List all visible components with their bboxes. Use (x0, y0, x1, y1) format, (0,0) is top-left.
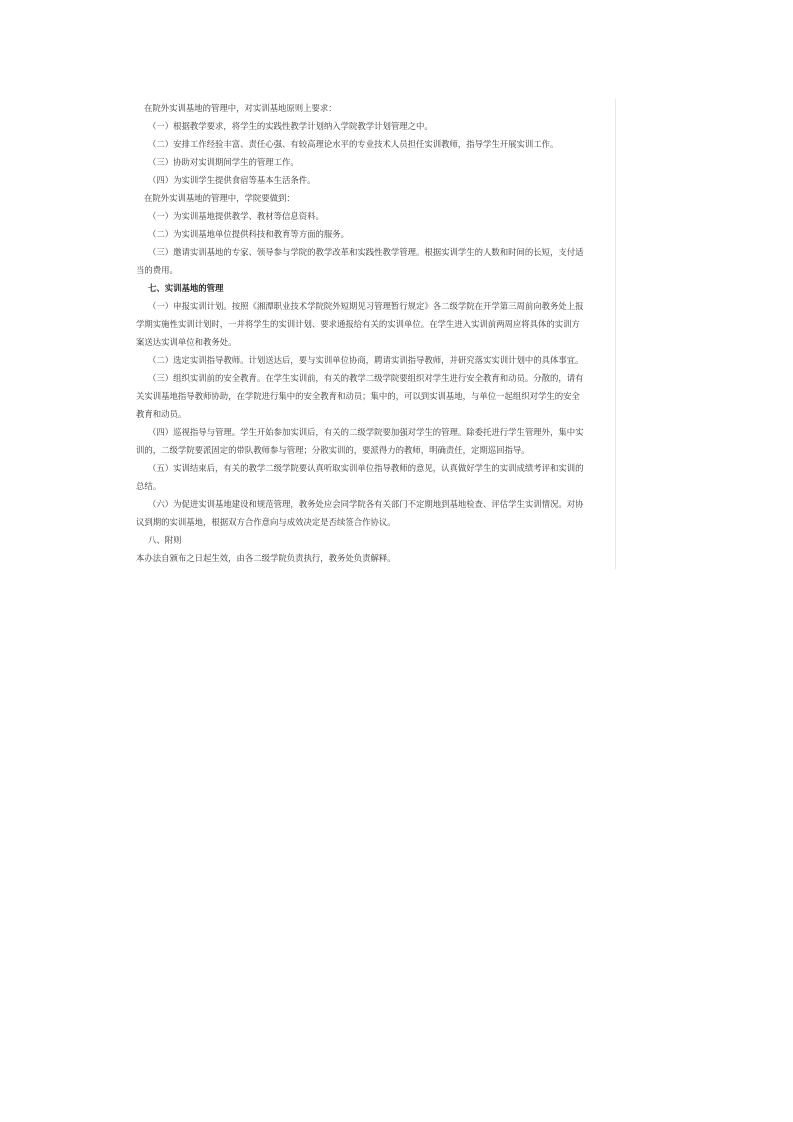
section-heading: 八、附则 (148, 535, 182, 545)
paragraph-line: 在院外实训基地的管理中，对实训基地原则上要求： (144, 103, 337, 113)
paragraph-line: （四）为实训学生提供食宿等基本生活条件。 (148, 175, 316, 185)
paragraph-line: （一）根据教学要求，将学生的实践性教学计划纳入学院教学计划管理之中。 (148, 121, 433, 131)
paragraph-line: （三）协助对实训期间学生的管理工作。 (148, 157, 299, 167)
paragraph-line: （五）实训结束后，有关的教学二级学院要认真听取实训单位指导教师的意见，认真做好学生的实训成绩考评和实训的 (148, 463, 584, 473)
document-text-block (136, 99, 616, 569)
paragraph-line: 关实训基地指导教师协助，在学院进行集中的安全教育和动员；集中的，可以到实训基地，与单位一起组织对学生的安全 (136, 391, 580, 401)
paragraph-line: 总结。 (136, 481, 162, 491)
paragraph-line: 案送达实训单位和教务处。 (136, 337, 237, 347)
paragraph-line: 训的，二级学院要派固定的带队教师参与管理；分散实训的，要派得力的教师，明确责任，定期巡回指导。 (136, 445, 530, 455)
paragraph-line: （二）选定实训指导教师。计划送达后，要与实训单位协商，聘请实训指导教师，并研究落实实训计划中的具体事宜。 (148, 355, 584, 365)
section-heading: 七、实训基地的管理 (148, 283, 224, 293)
paragraph-line: （二）安排工作经验丰富、责任心强、有较高理论水平的专业技术人员担任实训教师，指导学生开展实训工作。 (148, 139, 559, 149)
paragraph-line: 在院外实训基地的管理中，学院要做到： (144, 193, 295, 203)
paragraph-line: （一）为实训基地提供教学、教材等信息资料。 (148, 211, 324, 221)
paragraph-line: （一）申报实训计划。按照《湘潭职业技术学院院外短期见习管理暂行规定》各二级学院在开学第三周前向教务处上报 (148, 301, 584, 311)
paragraph-line: 当的费用。 (136, 265, 178, 275)
paragraph-line: 本办法自颁布之日起生效，由各二级学院负责执行，教务处负责解释。 (136, 553, 396, 563)
paragraph-line: 议到期的实训基地，根据双方合作意向与成效决定是否续签合作协议。 (136, 517, 396, 527)
paragraph-line: 教育和动员。 (136, 409, 187, 419)
paragraph-line: （六）为促进实训基地建设和规范管理，教务处应会同学院各有关部门不定期地到基地检查、评估学生实训情况。对协 (148, 499, 584, 509)
paragraph-line: 学期实施性实训计划时，一并将学生的实训计划、要求通报给有关的实训单位。在学生进入实训前两周应将具体的实训方 (136, 319, 580, 329)
paragraph-line: （二）为实训基地单位提供科技和教育等方面的服务。 (148, 229, 349, 239)
paragraph-line: （四）巡视指导与管理。学生开始参加实训后，有关的二级学院要加强对学生的管理。除委托进行学生管理外，集中实 (148, 427, 584, 437)
paragraph-line: （三）邀请实训基地的专家、领导参与学院的教学改革和实践性教学管理。根据实训学生的人数和时间的长短，支付适 (148, 247, 584, 257)
paragraph-line: （三）组织实训前的安全教育。在学生实训前，有关的教学二级学院要组织对学生进行安全教育和动员。分散的，请有 (148, 373, 584, 383)
